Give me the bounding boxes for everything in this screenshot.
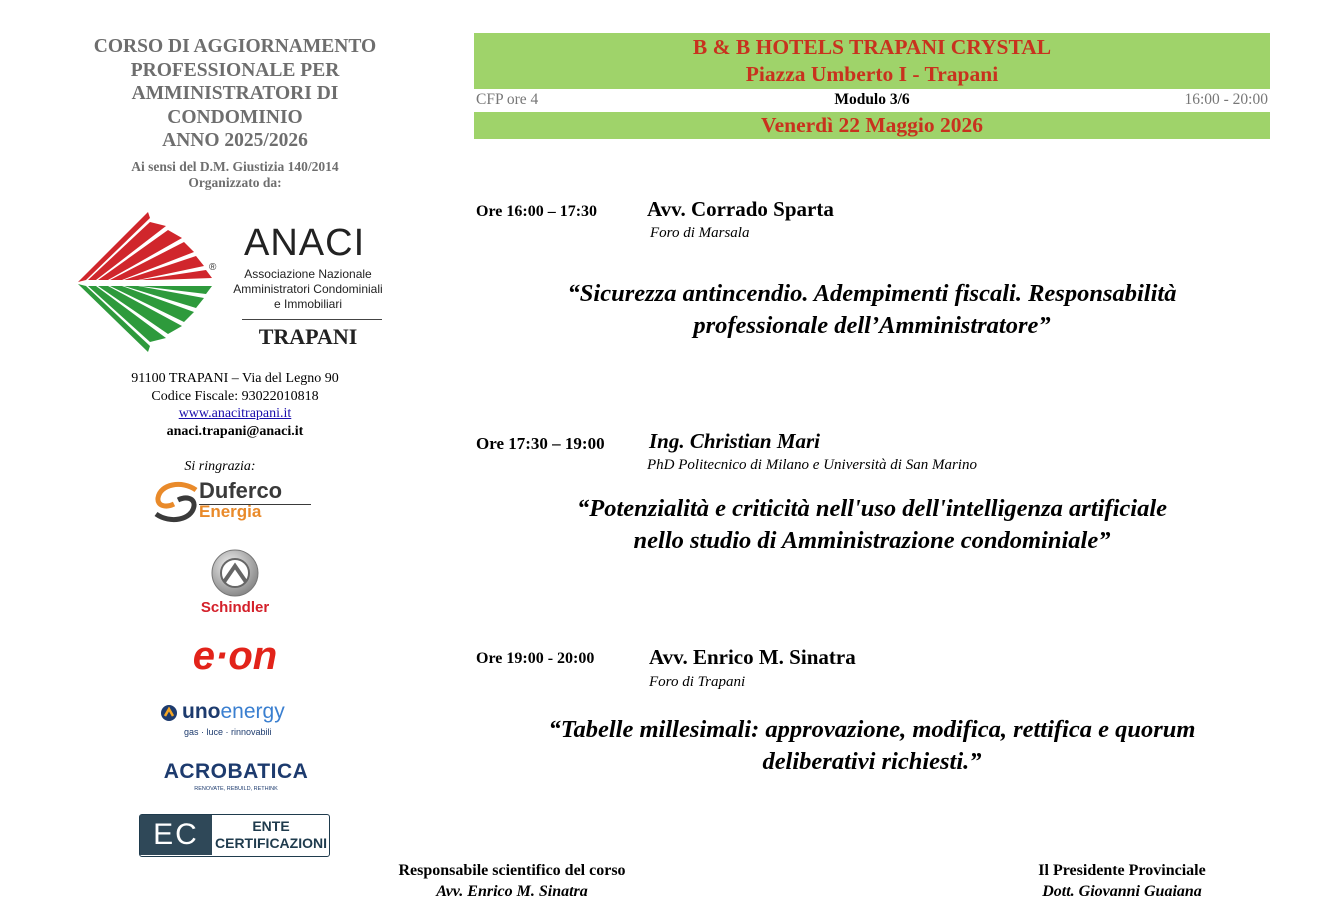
- ec-name: [214, 818, 328, 852]
- course-title-line: CORSO DI AGGIORNAMENTO: [93, 36, 377, 57]
- website-link[interactable]: www.anacitrapani.it: [178, 406, 292, 421]
- session-topic: [474, 493, 1270, 557]
- unoenergy-logo-icon: [160, 704, 178, 722]
- course-title: [60, 35, 410, 153]
- event-date: Venerdì 22 Maggio 2026: [474, 112, 1270, 139]
- address-text: 91100 TRAPANI – Via del Legno 90: [131, 371, 339, 386]
- session-affiliation: Foro di Marsala: [650, 225, 750, 241]
- session-time: Ore 19:00 - 20:00: [476, 650, 595, 667]
- sponsor-schindler: [175, 548, 295, 620]
- thanks-label: Si ringrazia:: [184, 459, 256, 474]
- session-time: Ore 17:30 – 19:00: [476, 434, 605, 453]
- footer-role: Responsabile scientifico del corso: [398, 862, 626, 879]
- module-label: Modulo 3/6: [834, 91, 910, 108]
- topic-line: professionale dell’Amministratore”: [693, 312, 1051, 339]
- duferco-name: Duferco: [199, 478, 283, 503]
- topic-line: nello studio di Amministrazione condominiale”: [633, 527, 1111, 554]
- topic-line: “Potenzialità e criticità nell'uso dell'intelligenza artificiale: [576, 495, 1168, 522]
- cfp-hours: CFP ore 4: [476, 91, 539, 108]
- schindler-name: Schindler: [200, 599, 270, 616]
- topic-line: deliberativi richiesti.”: [762, 748, 982, 775]
- session-affiliation: PhD Politecnico di Milano e Università di San Marino: [647, 457, 977, 473]
- acrobatica-tagline: RENOVATE, REBUILD, RETHINK: [194, 786, 278, 792]
- meta-row: [474, 90, 1270, 110]
- footer-name: Avv. Enrico M. Sinatra: [436, 883, 588, 900]
- unoenergy-tagline: gas · luce · rinnovabili: [184, 727, 272, 737]
- session-topic: [474, 278, 1270, 342]
- tax-code-text: Codice Fiscale: 93022010818: [151, 388, 319, 404]
- footer-president: [1000, 860, 1244, 902]
- footer-scientific-lead: [362, 860, 662, 902]
- anaci-city: TRAPANI: [258, 324, 358, 349]
- registered-mark: ®: [209, 262, 217, 273]
- duferco-swirl-icon: [152, 480, 200, 524]
- topic-line: “Sicurezza antincendio. Adempimenti fiscali. Responsabilità: [567, 280, 1177, 307]
- anaci-fullname: [218, 267, 398, 312]
- course-title-line: AMMINISTRATORI DI: [131, 83, 339, 104]
- acrobatica-name: ACROBATICA: [163, 760, 309, 783]
- course-year: ANNO 2025/2026: [162, 130, 308, 151]
- organized-by-text: Organizzato da:: [188, 174, 282, 190]
- venue-banner: [474, 33, 1270, 89]
- session-speaker: Avv. Corrado Sparta: [647, 197, 834, 221]
- course-title-line: CONDOMINIO: [167, 106, 303, 128]
- session-speaker: Avv. Enrico M. Sinatra: [649, 645, 856, 669]
- unoenergy-energy: energy: [220, 700, 285, 723]
- session-speaker: Ing. Christian Mari: [649, 429, 820, 453]
- contact-block: [60, 370, 410, 440]
- sponsor-eon: e·on: [192, 634, 278, 678]
- session-topic: [474, 714, 1270, 778]
- legal-reference: [60, 159, 410, 190]
- venue-name: B & B HOTELS TRAPANI CRYSTAL: [692, 35, 1052, 59]
- anaci-line: Amministratori Condominiali: [233, 282, 383, 296]
- session-time: Ore 16:00 – 17:30: [476, 203, 598, 220]
- ec-line: ENTE: [252, 818, 290, 834]
- time-range: 16:00 - 20:00: [1184, 91, 1268, 108]
- anaci-line: Associazione Nazionale: [244, 267, 372, 281]
- anaci-emblem-icon: [78, 212, 218, 352]
- session-affiliation: Foro di Trapani: [649, 674, 746, 690]
- sponsor-acrobatica: [150, 760, 322, 796]
- ec-short: EC: [153, 818, 199, 851]
- anaci-wordmark: ANACI: [244, 222, 366, 264]
- email-text: anaci.trapani@anaci.it: [166, 423, 304, 439]
- ec-line: CERTIFICAZIONI: [215, 835, 327, 851]
- unoenergy-uno: uno: [182, 700, 221, 723]
- schindler-logo-icon: [210, 548, 260, 598]
- anaci-logo: [78, 210, 398, 355]
- duferco-energia: Energia: [199, 502, 262, 521]
- unoenergy-name: [182, 700, 285, 724]
- venue-address: Piazza Umberto I - Trapani: [745, 62, 999, 86]
- legal-ref-text: Ai sensi del D.M. Giustizia 140/2014: [131, 159, 339, 174]
- footer-name: Dott. Giovanni Guaiana: [1042, 883, 1202, 900]
- sponsor-unoenergy: [160, 700, 320, 740]
- anaci-line: e Immobiliari: [273, 297, 342, 311]
- sponsor-ec: [139, 814, 330, 857]
- course-title-line: PROFESSIONALE PER: [130, 59, 340, 81]
- anaci-divider: [242, 319, 382, 320]
- footer-role: Il Presidente Provinciale: [1038, 862, 1206, 879]
- topic-line: “Tabelle millesimali: approvazione, modifica, rettifica e quorum: [548, 716, 1196, 743]
- sponsor-duferco: [152, 478, 317, 526]
